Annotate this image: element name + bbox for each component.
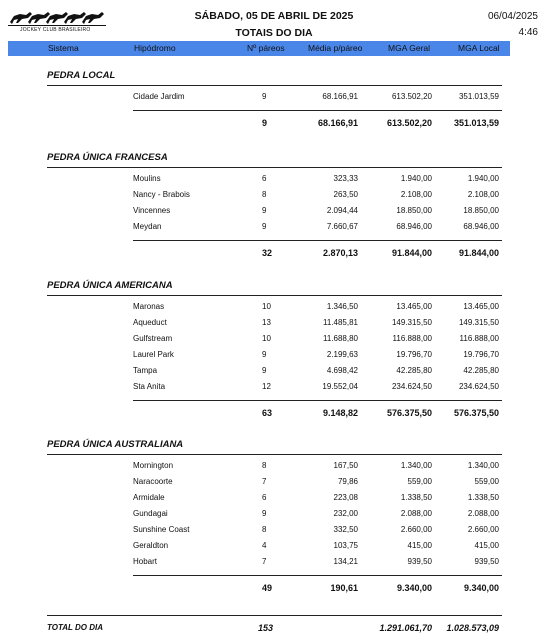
track-name: Geraldton — [133, 541, 169, 550]
row-media: 2.094,44 — [326, 206, 358, 215]
track-name: Naracoorte — [133, 477, 173, 486]
total-divider — [47, 615, 502, 616]
row-mga-geral: 116.888,00 — [392, 334, 432, 343]
col-mga-geral: MGA Geral — [388, 43, 431, 53]
row-pareos: 9 — [262, 350, 267, 359]
total-mga-local: 1.028.573,09 — [446, 623, 499, 633]
row-mga-geral: 559,00 — [407, 477, 432, 486]
row-pareos: 6 — [262, 493, 267, 502]
row-mga-local: 234.624,50 — [458, 382, 499, 391]
subtotal-mga-geral: 9.340,00 — [396, 583, 432, 593]
total-mga-geral: 1.291.061,70 — [379, 623, 432, 633]
col-sistema: Sistema — [48, 43, 79, 53]
row-pareos: 8 — [262, 190, 267, 199]
track-name: Maronas — [133, 302, 165, 311]
row-mga-geral: 13.465,00 — [396, 302, 432, 311]
row-mga-local: 2.660,00 — [467, 525, 499, 534]
track-name: Gulfstream — [133, 334, 173, 343]
row-media: 134,21 — [333, 557, 358, 566]
row-pareos: 9 — [262, 206, 267, 215]
row-media: 1.346,50 — [326, 302, 358, 311]
row-pareos: 9 — [262, 366, 267, 375]
row-media: 68.166,91 — [322, 92, 358, 101]
section-divider — [47, 454, 502, 455]
page-title: SÁBADO, 05 DE ABRIL DE 2025 — [194, 10, 354, 22]
row-mga-geral: 2.088,00 — [400, 509, 432, 518]
row-media: 11.688,80 — [323, 334, 358, 343]
row-mga-geral: 2.108,00 — [400, 190, 432, 199]
row-mga-geral: 234.624,50 — [391, 382, 432, 391]
row-mga-local: 13.465,00 — [463, 302, 499, 311]
row-pareos: 9 — [262, 222, 267, 231]
track-name: Aqueduct — [133, 318, 167, 327]
track-name: Nancy - Brabois — [133, 190, 190, 199]
row-mga-geral: 415,00 — [407, 541, 432, 550]
column-header-bar — [8, 41, 510, 56]
row-mga-local: 2.108,00 — [467, 190, 499, 199]
track-name: Laurel Park — [133, 350, 174, 359]
row-mga-local: 1.940,00 — [467, 174, 499, 183]
row-mga-local: 42.285,80 — [463, 366, 499, 375]
row-pareos: 8 — [262, 461, 267, 470]
subtotal-pareos: 49 — [262, 583, 273, 593]
col-hipodromo: Hipódromo — [134, 43, 176, 53]
subtotal-pareos: 9 — [262, 118, 268, 128]
section-title: PEDRA LOCAL — [47, 70, 116, 81]
row-media: 323,33 — [333, 174, 358, 183]
row-mga-local: 2.088,00 — [467, 509, 499, 518]
subtotal-mga-geral: 613.502,20 — [386, 118, 432, 128]
row-media: 11.485,81 — [323, 318, 358, 327]
track-name: Sunshine Coast — [133, 525, 190, 534]
row-media: 103,75 — [333, 541, 358, 550]
track-name: Moulins — [133, 174, 161, 183]
subtotal-mga-geral: 576.375,50 — [386, 408, 432, 418]
track-name: Mornington — [133, 461, 174, 470]
row-pareos: 8 — [262, 525, 267, 534]
section-divider — [47, 295, 502, 296]
subtotal-divider — [133, 240, 502, 241]
row-mga-geral: 19.796,70 — [396, 350, 432, 359]
subtotal-mga-local: 351.013,59 — [453, 118, 499, 128]
subtotal-divider — [133, 110, 502, 111]
track-name: Cidade Jardim — [133, 92, 185, 101]
row-media: 4.698,42 — [326, 366, 358, 375]
subtotal-divider — [133, 400, 502, 401]
row-pareos: 13 — [262, 318, 271, 327]
row-mga-geral: 149.315,50 — [391, 318, 432, 327]
row-pareos: 9 — [262, 92, 267, 101]
row-pareos: 7 — [262, 477, 267, 486]
row-pareos: 4 — [262, 541, 267, 550]
row-pareos: 9 — [262, 509, 267, 518]
row-pareos: 7 — [262, 557, 267, 566]
total-pareos: 153 — [258, 623, 274, 633]
track-name: Meydan — [133, 222, 162, 231]
row-mga-local: 19.796,70 — [463, 350, 499, 359]
total-label: TOTAL DO DIA — [47, 623, 103, 632]
track-name: Sta Anita — [133, 382, 166, 391]
track-name: Armidale — [133, 493, 165, 502]
row-mga-local: 415,00 — [474, 541, 499, 550]
row-mga-local: 1.340,00 — [467, 461, 499, 470]
logo-text: JOCKEY CLUB BRASILEIRO — [20, 27, 91, 33]
row-media: 7.660,67 — [326, 222, 358, 231]
report-time: 4:46 — [518, 27, 538, 38]
row-media: 223,08 — [333, 493, 358, 502]
row-pareos: 10 — [262, 302, 271, 311]
subtotal-mga-geral: 91.844,00 — [391, 248, 432, 258]
row-mga-geral: 1.338,50 — [400, 493, 432, 502]
subtotal-divider — [133, 575, 502, 576]
row-media: 167,50 — [333, 461, 358, 470]
subtotal-media: 2.870,13 — [322, 248, 358, 258]
row-media: 2.199,63 — [326, 350, 358, 359]
row-mga-geral: 2.660,00 — [400, 525, 432, 534]
subtotal-pareos: 63 — [262, 408, 273, 418]
row-pareos: 6 — [262, 174, 267, 183]
subtotal-media: 190,61 — [330, 583, 358, 593]
subtotal-pareos: 32 — [262, 248, 273, 258]
row-mga-local: 1.338,50 — [467, 493, 499, 502]
subtotal-media: 9.148,82 — [322, 408, 358, 418]
row-mga-geral: 1.340,00 — [400, 461, 432, 470]
subtotal-mga-local: 9.340,00 — [463, 583, 499, 593]
track-name: Gundagai — [133, 509, 168, 518]
row-mga-geral: 1.940,00 — [400, 174, 432, 183]
row-mga-local: 116.888,00 — [459, 334, 499, 343]
track-name: Tampa — [133, 366, 158, 375]
row-mga-local: 68.946,00 — [463, 222, 499, 231]
row-mga-geral: 68.946,00 — [396, 222, 432, 231]
row-mga-geral: 939,50 — [407, 557, 432, 566]
track-name: Hobart — [133, 557, 158, 566]
section-divider — [47, 85, 502, 86]
row-media: 263,50 — [333, 190, 358, 199]
row-mga-local: 18.850,00 — [463, 206, 499, 215]
section-title: PEDRA ÚNICA AUSTRALIANA — [47, 439, 184, 450]
subtotal-mga-local: 576.375,50 — [453, 408, 499, 418]
section-title: PEDRA ÚNICA FRANCESA — [47, 152, 168, 163]
row-mga-geral: 18.850,00 — [396, 206, 432, 215]
row-mga-local: 939,50 — [474, 557, 499, 566]
track-name: Vincennes — [133, 206, 171, 215]
row-mga-local: 559,00 — [474, 477, 499, 486]
row-media: 232,00 — [333, 509, 358, 518]
section-divider — [47, 167, 502, 168]
row-mga-local: 351.013,59 — [458, 92, 499, 101]
row-media: 332,50 — [333, 525, 358, 534]
row-mga-local: 149.315,50 — [458, 318, 499, 327]
page-subtitle: TOTAIS DO DIA — [235, 27, 313, 39]
row-pareos: 10 — [262, 334, 271, 343]
col-mga-local: MGA Local — [458, 43, 500, 53]
section-title: PEDRA ÚNICA AMERICANA — [47, 280, 173, 291]
row-media: 79,86 — [337, 477, 358, 486]
subtotal-mga-local: 91.844,00 — [458, 248, 499, 258]
report-date: 06/04/2025 — [487, 11, 538, 22]
row-media: 19.552,04 — [322, 382, 358, 391]
col-media: Média p/páreo — [308, 43, 363, 53]
col-pareos: Nº páreos — [247, 43, 285, 53]
row-mga-geral: 613.502,20 — [391, 92, 432, 101]
subtotal-media: 68.166,91 — [317, 118, 358, 128]
row-mga-geral: 42.285,80 — [396, 366, 432, 375]
row-pareos: 12 — [262, 382, 271, 391]
